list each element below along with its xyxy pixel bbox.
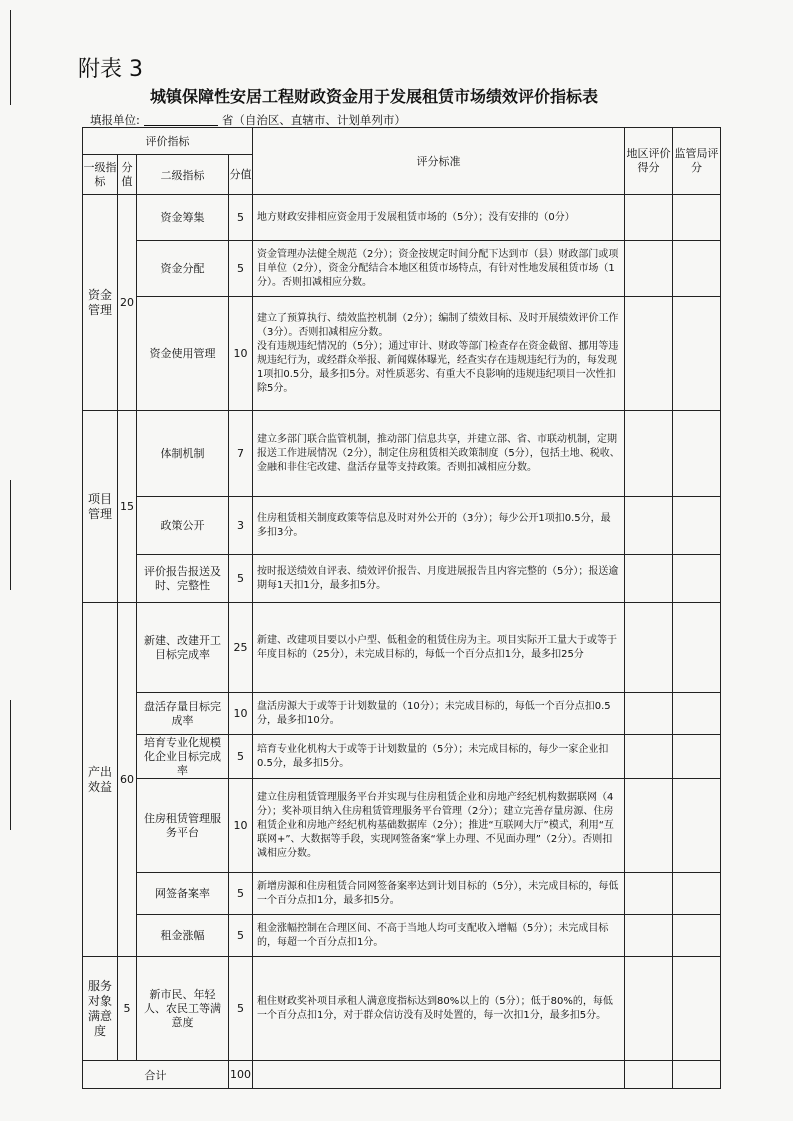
region-score-cell[interactable]	[625, 411, 673, 497]
bureau-score-cell[interactable]	[673, 693, 721, 735]
table-row	[83, 735, 721, 779]
table-row	[83, 603, 721, 693]
unit-suffix: 省（自治区、直辖市、计划单列市）	[221, 113, 406, 127]
header-level2-score: 分值	[229, 155, 253, 195]
criteria-text: 建立多部门联合监管机制，推动部门信息共享，并建立部、省、市联动机制，定期报送工作进展情况（2分），制定住房租赁相关政策制度（5分），包括土地、税收、金融和非住宅改建、盘活存量等支持政策。否则扣减相应分数。	[253, 411, 625, 497]
criteria-text: 盘活房源大于或等于计划数量的（10分）；未完成目标的，每低一个百分点扣0.5分，最多扣10分。	[253, 693, 625, 735]
total-criteria-cell	[253, 1061, 625, 1089]
region-score-cell[interactable]	[625, 915, 673, 957]
total-region-score-cell[interactable]	[625, 1061, 673, 1089]
scan-edge-line	[10, 700, 11, 830]
bureau-score-cell[interactable]	[673, 497, 721, 555]
total-row	[83, 1061, 721, 1089]
level2-name: 资金筹集	[137, 195, 229, 241]
table-row	[83, 411, 721, 497]
criteria-text: 新增房源和住房租赁合同网签备案率达到计划目标的（5分），未完成目标的，每低一个百分点扣1分，最多扣5分。	[253, 873, 625, 915]
region-score-cell[interactable]	[625, 603, 673, 693]
header-level1: 一级指标	[83, 155, 118, 195]
table-row	[83, 915, 721, 957]
level2-name: 盘活存量目标完成率	[137, 693, 229, 735]
scan-edge-line	[10, 480, 11, 590]
total-bureau-score-cell[interactable]	[673, 1061, 721, 1089]
criteria-text: 资金管理办法健全规范（2分）；资金按规定时间分配下达到市（县）财政部门或项目单位（2分），资金分配结合本地区租赁市场特点，有针对性地发展租赁市场（1分）。否则扣减相应分数。	[253, 241, 625, 297]
table-row	[83, 779, 721, 873]
total-label: 合计	[83, 1061, 229, 1089]
level2-score: 10	[229, 693, 253, 735]
table-row	[83, 555, 721, 603]
table-row	[83, 297, 721, 411]
level2-score: 3	[229, 497, 253, 555]
header-bureau-score: 监管局评分	[673, 128, 721, 195]
unit-blank-line	[144, 125, 218, 126]
region-score-cell[interactable]	[625, 957, 673, 1061]
bureau-score-cell[interactable]	[673, 411, 721, 497]
header-criteria: 评分标准	[253, 128, 625, 195]
region-score-cell[interactable]	[625, 497, 673, 555]
region-score-cell[interactable]	[625, 735, 673, 779]
level2-score: 10	[229, 779, 253, 873]
bureau-score-cell[interactable]	[673, 957, 721, 1061]
bureau-score-cell[interactable]	[673, 603, 721, 693]
table-row	[83, 957, 721, 1061]
criteria-text: 建立住房租赁管理服务平台并实现与住房租赁企业和房地产经纪机构数据联网（4分）；奖补项目纳入住房租赁管理服务平台管理（2分）；建立完善存量房源、住房租赁企业和房地产经纪机构基础数据库（2分）；推进“互联网大厅”模式，利用“互联网+”、大数据等手段，实现网签备案“掌上办理、不见面办理”（2分）。否则扣减相应分数。	[253, 779, 625, 873]
table-row	[83, 693, 721, 735]
level2-name: 政策公开	[137, 497, 229, 555]
table-row	[83, 497, 721, 555]
table-row	[83, 873, 721, 915]
region-score-cell[interactable]	[625, 555, 673, 603]
region-score-cell[interactable]	[625, 693, 673, 735]
level2-score: 10	[229, 297, 253, 411]
level1-name: 项目管理	[83, 411, 118, 603]
level1-score: 5	[118, 957, 137, 1061]
level1-score: 60	[118, 603, 137, 957]
total-score: 100	[229, 1061, 253, 1089]
header-level2: 二级指标	[137, 155, 229, 195]
region-score-cell[interactable]	[625, 241, 673, 297]
level2-name: 资金使用管理	[137, 297, 229, 411]
level1-score: 15	[118, 411, 137, 603]
evaluation-table	[82, 127, 721, 1089]
level2-score: 7	[229, 411, 253, 497]
bureau-score-cell[interactable]	[673, 297, 721, 411]
region-score-cell[interactable]	[625, 195, 673, 241]
bureau-score-cell[interactable]	[673, 873, 721, 915]
level2-name: 资金分配	[137, 241, 229, 297]
level1-name: 产出效益	[83, 603, 118, 957]
level1-name: 服务对象满意度	[83, 957, 118, 1061]
level2-score: 5	[229, 915, 253, 957]
level2-name: 租金涨幅	[137, 915, 229, 957]
level1-name: 资金管理	[83, 195, 118, 411]
level2-score: 5	[229, 195, 253, 241]
table-row	[83, 241, 721, 297]
criteria-text: 按时报送绩效自评表、绩效评价报告、月度进展报告且内容完整的（5分）；报送逾期每1天扣1分，最多扣5分。	[253, 555, 625, 603]
level2-name: 培育专业化规模化企业目标完成率	[137, 735, 229, 779]
level2-score: 5	[229, 957, 253, 1061]
level2-name: 住房租赁管理服务平台	[137, 779, 229, 873]
bureau-score-cell[interactable]	[673, 779, 721, 873]
region-score-cell[interactable]	[625, 873, 673, 915]
criteria-text: 住房租赁相关制度政策等信息及时对外公开的（3分）；每少公开1项扣0.5分，最多扣3分。	[253, 497, 625, 555]
level2-score: 5	[229, 735, 253, 779]
level1-score: 20	[118, 195, 137, 411]
level2-score: 25	[229, 603, 253, 693]
level2-name: 新建、改建开工目标完成率	[137, 603, 229, 693]
appendix-label: 附表 3	[78, 57, 143, 82]
level2-name: 体制机制	[137, 411, 229, 497]
bureau-score-cell[interactable]	[673, 915, 721, 957]
criteria-text: 培育专业化机构大于或等于计划数量的（5分）；未完成目标的，每少一家企业扣0.5分，最多扣5分。	[253, 735, 625, 779]
header-eval-index: 评价指标	[83, 128, 253, 155]
level2-name: 网签备案率	[137, 873, 229, 915]
level2-name: 新市民、年轻人、农民工等满意度	[137, 957, 229, 1061]
criteria-text: 新建、改建项目要以小户型、低租金的租赁住房为主。项目实际开工量大于或等于年度目标的（25分），未完成目标的，每低一个百分点扣1分，最多扣25分	[253, 603, 625, 693]
criteria-text: 租金涨幅控制在合理区间、不高于当地人均可支配收入增幅（5分）；未完成目标的，每超一个百分点扣1分。	[253, 915, 625, 957]
region-score-cell[interactable]	[625, 297, 673, 411]
scan-edge-line	[10, 10, 11, 105]
level2-score: 5	[229, 873, 253, 915]
criteria-text: 地方财政安排相应资金用于发展租赁市场的（5分）；没有安排的（0分）	[253, 195, 625, 241]
criteria-text: 租住财政奖补项目承租人满意度指标达到80%以上的（5分）；低于80%的，每低一个百分点扣1分，对于群众信访没有及时处置的，每一次扣1分，最多扣5分。	[253, 957, 625, 1061]
header-region-score: 地区评价得分	[625, 128, 673, 195]
bureau-score-cell[interactable]	[673, 555, 721, 603]
unit-label: 填报单位:	[90, 113, 140, 127]
reporting-unit	[90, 112, 406, 128]
region-score-cell[interactable]	[625, 779, 673, 873]
header-level1-score: 分值	[118, 155, 137, 195]
level2-score: 5	[229, 241, 253, 297]
bureau-score-cell[interactable]	[673, 195, 721, 241]
table-row	[83, 195, 721, 241]
level2-score: 5	[229, 555, 253, 603]
bureau-score-cell[interactable]	[673, 241, 721, 297]
page-title: 城镇保障性安居工程财政资金用于发展租赁市场绩效评价指标表	[150, 87, 599, 106]
bureau-score-cell[interactable]	[673, 735, 721, 779]
level2-name: 评价报告报送及时、完整性	[137, 555, 229, 603]
criteria-text: 建立了预算执行、绩效监控机制（2分）；编制了绩效目标、及时开展绩效评价工作（3分）。否则扣减相应分数。 没有违规违纪情况的（5分）；通过审计、财政等部门检查存在资金截留、挪用等违规违纪行为，或经群众举报、新闻媒体曝光，经查实存在违规违纪行为的，每发现1项扣0.5分，最多扣5分。对性质恶劣、有重大不良影响的违规违纪项目一次性扣除5分。	[253, 297, 625, 411]
